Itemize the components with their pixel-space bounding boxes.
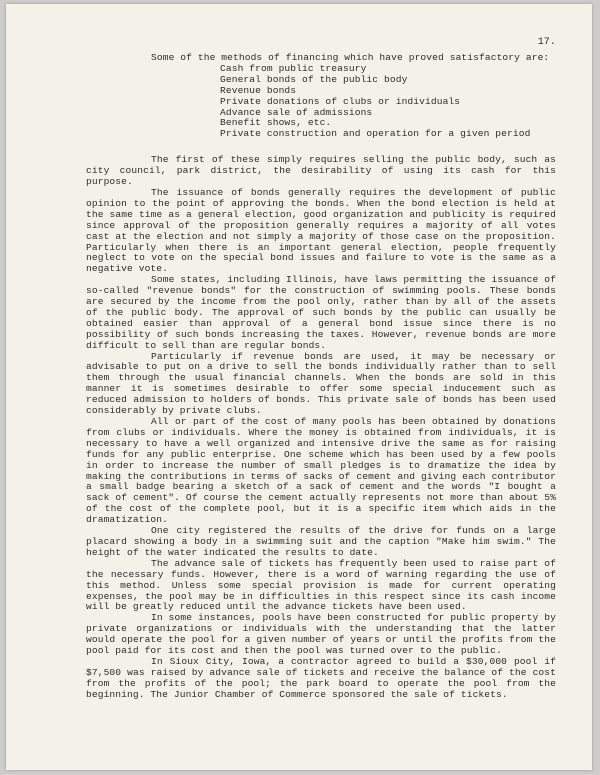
financing-methods-list [86,64,556,140]
list-item: Private construction and operation for a given period [220,128,531,140]
paragraph-sioux-city: In Sioux City, Iowa, a contractor agreed to build a $30,000 pool if $7,500 was raised by advance sale of tickets and receive the balance of the cost from the profits of the pool; the park board to operate the pool from the beginning. The Junior Chamber of Commerce sponsored the sale of tickets. [86,655,556,700]
paragraph-private-construction: In some instances, pools have been constructed for public property by private organizations or individuals with the understanding that the latter would operate the pool for a given number of years or until the profits from the pool paid for its cost and then the pool was turned over to the public. [86,612,556,657]
paragraph-bond-drive: Particularly if revenue bonds are used, it may be necessary or advisable to put on a drive to sell the bonds individually rather than to sell them through the usual financial channels. When the bonds are sold in this manner it is sometimes desirable to offer some special inducement such as reduced admission to holders of bonds. This private sale of bonds has been used considerably by private clubs. [86,350,556,417]
paragraph-donations: All or part of the cost of many pools has been obtained by donations from clubs or individuals. Where the money is obtained from individuals, it is necessary to have a well organized and intensive drive the same as for raising funds for any public enterprise. One scheme which has been used by a few pools in order to increase the number of small pledges is to dramatize the idea by making the contributions in terms of sacks of cement and giving each contributor a small badge bearing a sketch of a sack of cement and the words "I bought a sack of cement". Of course the cement actually represents not more than about 5% of the cost of the complete pool, but it is a specific item which aids in the dramatization. [86,416,556,526]
page-body [86,38,556,701]
paragraph-general-bonds: The issuance of bonds generally requires the development of public opinion to the point of approving the bonds. When the bond election is held at the same time as a general election, good organization and publicity is required since approval of the proposition generally requires a majority of all votes cast at the election and not simply a majority of those case on the proposition. Particularly when there is an important general election, people frequently neglect to vote on the special bond issues and failure to vote is the same as a negative vote. [86,186,556,275]
paragraph-advance-sale: The advance sale of tickets has frequently been used to raise part of the necessary funds. However, there is a word of warning regarding the use of this method. Unless some special provision is made for current operating expenses, the pool may be in difficulties in this respect since its cash income will be greatly reduced until the advance tickets have been used. [86,557,556,613]
page-number: 17. [537,37,556,48]
list-item: Benefit shows, etc. [220,117,332,129]
list-item: Advance sale of admissions [220,106,373,118]
paragraph-public-treasury: The first of these simply requires selling the public body, such as city council, park district, the desirability of using its cash for this purpose. [86,154,556,188]
list-item: Revenue bonds [220,84,297,96]
document-page [6,4,592,770]
methods-intro: Some of the methods of financing which have proved satisfactory are: [151,52,550,63]
list-item: Private donations of clubs or individuals [220,95,461,107]
paragraph-revenue-bonds: Some states, including Illinois, have laws permitting the issuance of so-called "revenue bonds" for the construction of swimming pools. These bonds are secured by the income from the pool only, rather than by all of the assets of the public body. The approval of such bonds by the public can usually be obtained easier than approval of a general bond issue since there is no possibility of such bonds increasing the taxes. However, revenue bonds are more difficult to sell than are regular bonds. [86,274,556,351]
paragraph-placard: One city registered the results of the drive for funds on a large placard showing a body in a swimming suit and the caption "Make him swim." The height of the water indicated the results to date. [86,525,556,558]
list-item: Cash from public treasury [220,62,367,74]
list-item: General bonds of the public body [220,73,408,85]
